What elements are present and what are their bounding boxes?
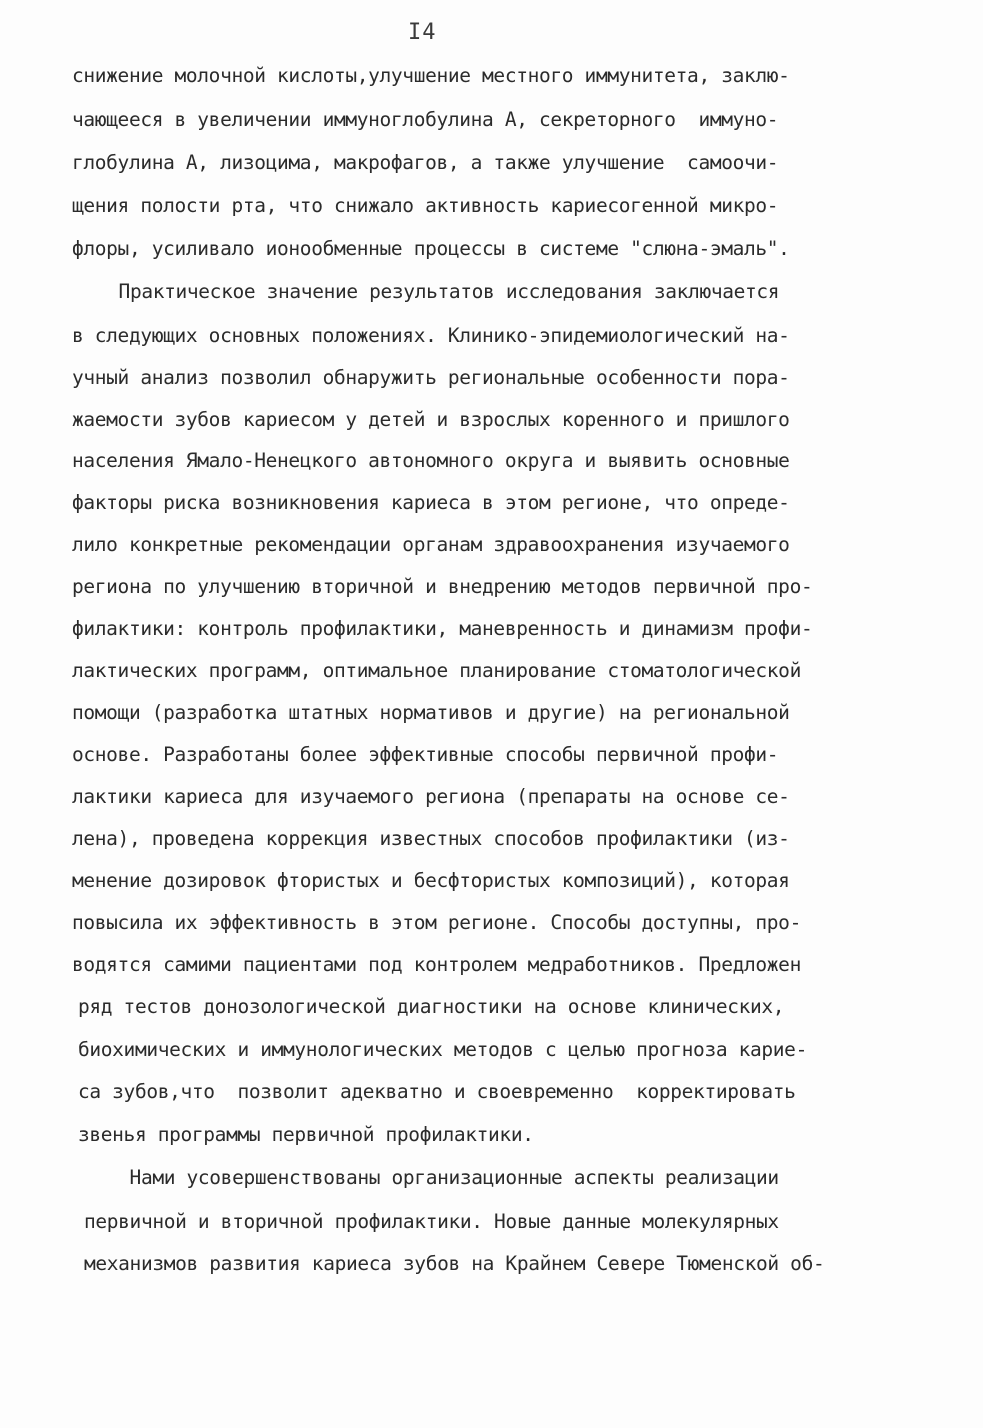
text-line: факторы риска возникновения кариеса в этом регионе, что опреде- [72, 491, 790, 514]
text-line: механизмов развития кариеса зубов на Крайнем Севере Тюменской об- [84, 1252, 825, 1275]
text-line: филактики: контроль профилактики, маневренность и динамизм профи- [72, 617, 813, 640]
text-line: менение дозировок фтористых и бесфтористых композиций), которая [72, 869, 790, 892]
text-line: чающееся в увеличении иммуноглобулина А, секреторного иммуно- [72, 108, 779, 131]
text-line: основе. Разработаны более эффективные способы первичной профи- [72, 743, 779, 766]
text-line: лило конкретные рекомендации органам здравоохранения изучаемого [72, 533, 790, 556]
text-line: лена), проведена коррекция известных способов профилактики (из- [72, 827, 790, 850]
text-line: первичной и вторичной профилактики. Новые данные молекулярных [84, 1210, 779, 1233]
text-line: водятся самими пациентами под контролем медработников. Предложен [72, 953, 801, 976]
text-line: Практическое значение результатов исследования заключается [73, 280, 780, 303]
text-line: щения полости рта, что снижало активность кариесогенной микро- [72, 194, 779, 217]
text-line: ряд тестов донозологической диагностики на основе клинических, [78, 995, 785, 1018]
text-line: биохимических и иммунологических методов с целью прогноза карие- [78, 1038, 807, 1061]
text-line: учный анализ позволил обнаружить региональные особенности пора- [72, 366, 790, 389]
text-line: помощи (разработка штатных нормативов и другие) на региональной [72, 701, 790, 724]
page-number: I4 [408, 20, 437, 45]
text-line: населения Ямало-Ненецкого автономного округа и выявить основные [72, 449, 790, 472]
text-line: са зубов,что позволит адекватно и своевременно корректировать [78, 1080, 796, 1103]
text-line: флоры, усиливало ионообменные процессы в системе "слюна-эмаль". [72, 237, 790, 260]
text-line: лактики кариеса для изучаемого региона (препараты на основе се- [72, 785, 790, 808]
text-line: снижение молочной кислоты,улучшение местного иммунитета, заклю- [72, 64, 790, 87]
text-line: звенья программы первичной профилактики. [78, 1123, 534, 1146]
text-line: повысила их эффективность в этом регионе. Способы доступны, про- [72, 911, 801, 934]
text-line: жаемости зубов кариесом у детей и взрослых коренного и пришлого [72, 408, 790, 431]
text-line: в следующих основных положениях. Клинико-эпидемиологический на- [72, 324, 790, 347]
text-line: Нами усовершенствованы организационные аспекты реализации [84, 1166, 779, 1189]
text-line: глобулина А, лизоцима, макрофагов, а также улучшение самоочи- [72, 151, 779, 174]
text-line: региона по улучшению вторичной и внедрению методов первичной про- [72, 575, 813, 598]
text-line: лактических программ, оптимальное планирование стоматологической [72, 659, 801, 682]
